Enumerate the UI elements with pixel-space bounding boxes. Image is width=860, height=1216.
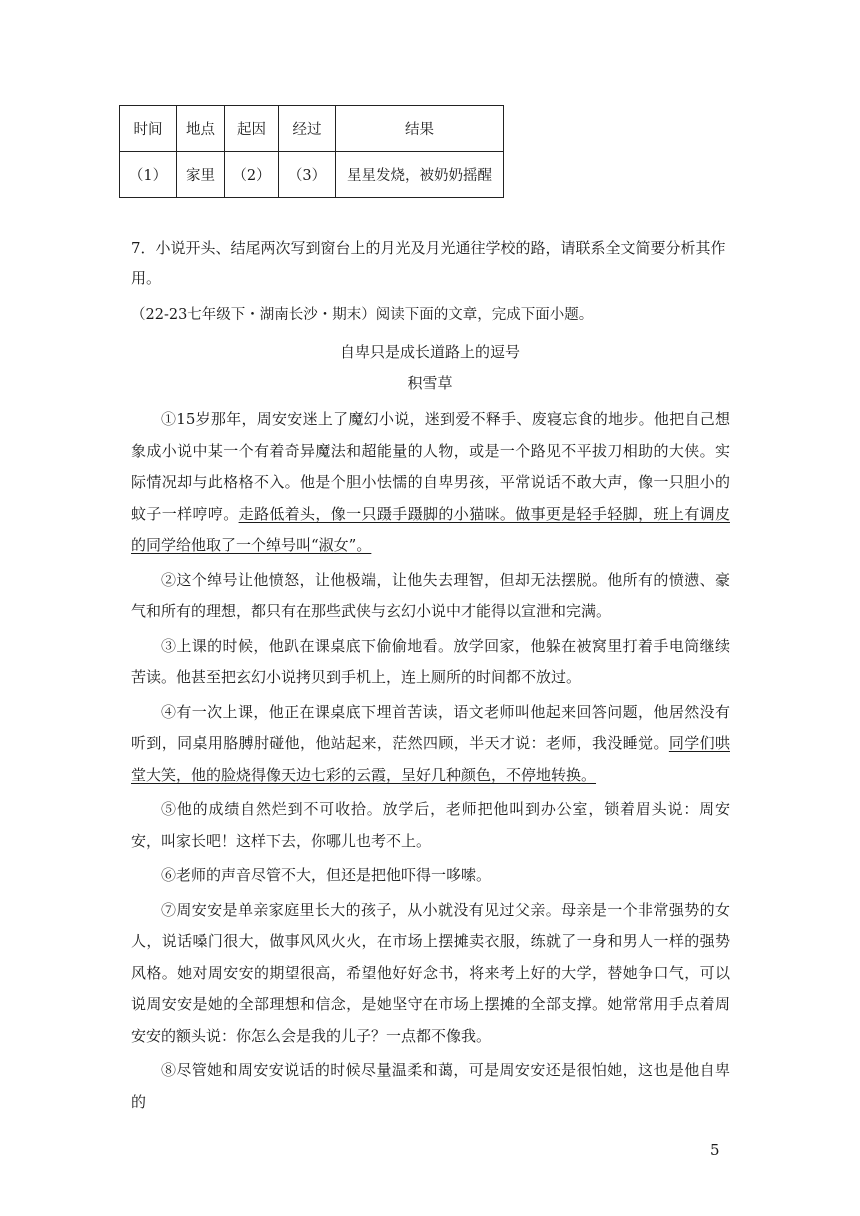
table-header-cell: 时间 — [120, 106, 177, 152]
paragraph-7: ⑦周安安是单亲家庭里长大的孩子，从小就没有见过父亲。母亲是一个非常强势的女人，说话嗓门很大，做事风风火火，在市场上摆摊卖衣服，练就了一身和男人一样的强势风格。她对周安安的期望很高，希望他好好念书，将来考上好的大学，替她争口气，可以说周安安是她的全部理想和信念，是她坚守在市场上摆摊的全部支撑。她常常用手点着周安安的额头说：你怎么会是我的儿子？一点都不像我。 — [131, 900, 730, 1045]
table-header-cell: 结果 — [336, 106, 504, 152]
info-table — [119, 105, 504, 198]
table-cell: （2） — [225, 152, 279, 198]
paragraph-1 — [131, 404, 730, 562]
page-number: 5 — [710, 1141, 720, 1159]
table-header-cell: 经过 — [279, 106, 336, 152]
paragraph-4-text: ④有一次上课，他正在课桌底下埋首苦读，语文老师叫他起来回答问题，他居然没有听到，同桌用胳膊肘碰他，他站起来，茫然四顾，半天才说：老师，我没睡觉。 — [131, 702, 730, 752]
article-title: 自卑只是成长道路上的逗号 — [339, 343, 520, 361]
source-line: （22-23七年级下・湖南长沙・期末）阅读下面的文章，完成下面小题。 — [131, 307, 594, 323]
table-cell: （1） — [120, 152, 177, 198]
paragraph-1-text: ①15岁那年，周安安迷上了魔幻小说，迷到爱不释手、废寝忘食的地步。他把自己想象成小说中某一个有着奇异魔法和超能量的人物，或是一个路见不平拔刀相助的大侠。实际情况却与此格格不入。他是个胆小怯懦的自卑男孩，平常说话不敢大声，像一只胆小的蚊子一样哼哼。 — [131, 410, 730, 523]
table-cell: 家里 — [177, 152, 225, 198]
table-cell: 星星发烧，被奶奶摇醒 — [336, 152, 504, 198]
article-body — [131, 404, 730, 1121]
paragraph-6: ⑥老师的声音尽管不大，但还是把他吓得一哆嗦。 — [161, 866, 492, 884]
table-cell: （3） — [279, 152, 336, 198]
question-7: 7．小说开头、结尾两次写到窗台上的月光及月光通往学校的路，请联系全文简要分析其作用。 — [131, 239, 726, 287]
table-header-cell: 起因 — [225, 106, 279, 152]
table-header-cell: 地点 — [177, 106, 225, 152]
paragraph-4-underlined: 同学们哄堂大笑，他的脸烧得像天边七彩的云霞，呈好几种颜色，不停地转换。 — [131, 734, 730, 784]
paragraph-4 — [131, 697, 730, 792]
paragraph-5: ⑤他的成绩自然烂到不可收拾。放学后，老师把他叫到办公室，锁着眉头说：周安安，叫家长吧！这样下去，你哪儿也考不上。 — [131, 800, 730, 850]
paragraph-1-underlined: 走路低着头，像一只蹑手蹑脚的小猫咪。做事更是轻手轻脚，班上有调皮的同学给他取了一个绰号叫“淑女”。 — [131, 504, 730, 554]
article-author: 积雪草 — [407, 374, 453, 392]
paragraph-3: ③上课的时候，他趴在课桌底下偷偷地看。放学回家，他躲在被窝里打着手电筒继续苦读。他甚至把玄幻小说拷贝到手机上，连上厕所的时间都不放过。 — [131, 636, 730, 686]
paragraph-8: ⑧尽管她和周安安说话的时候尽量温柔和蔼，可是周安安还是很怕她，这也是他自卑的 — [131, 1061, 730, 1111]
table-header-row — [120, 106, 504, 152]
table-row — [120, 152, 504, 198]
paragraph-2: ②这个绰号让他愤怒，让他极端，让他失去理智，但却无法摆脱。他所有的愤懑、豪气和所有的理想，都只有在那些武侠与玄幻小说中才能得以宣泄和完满。 — [131, 570, 730, 620]
